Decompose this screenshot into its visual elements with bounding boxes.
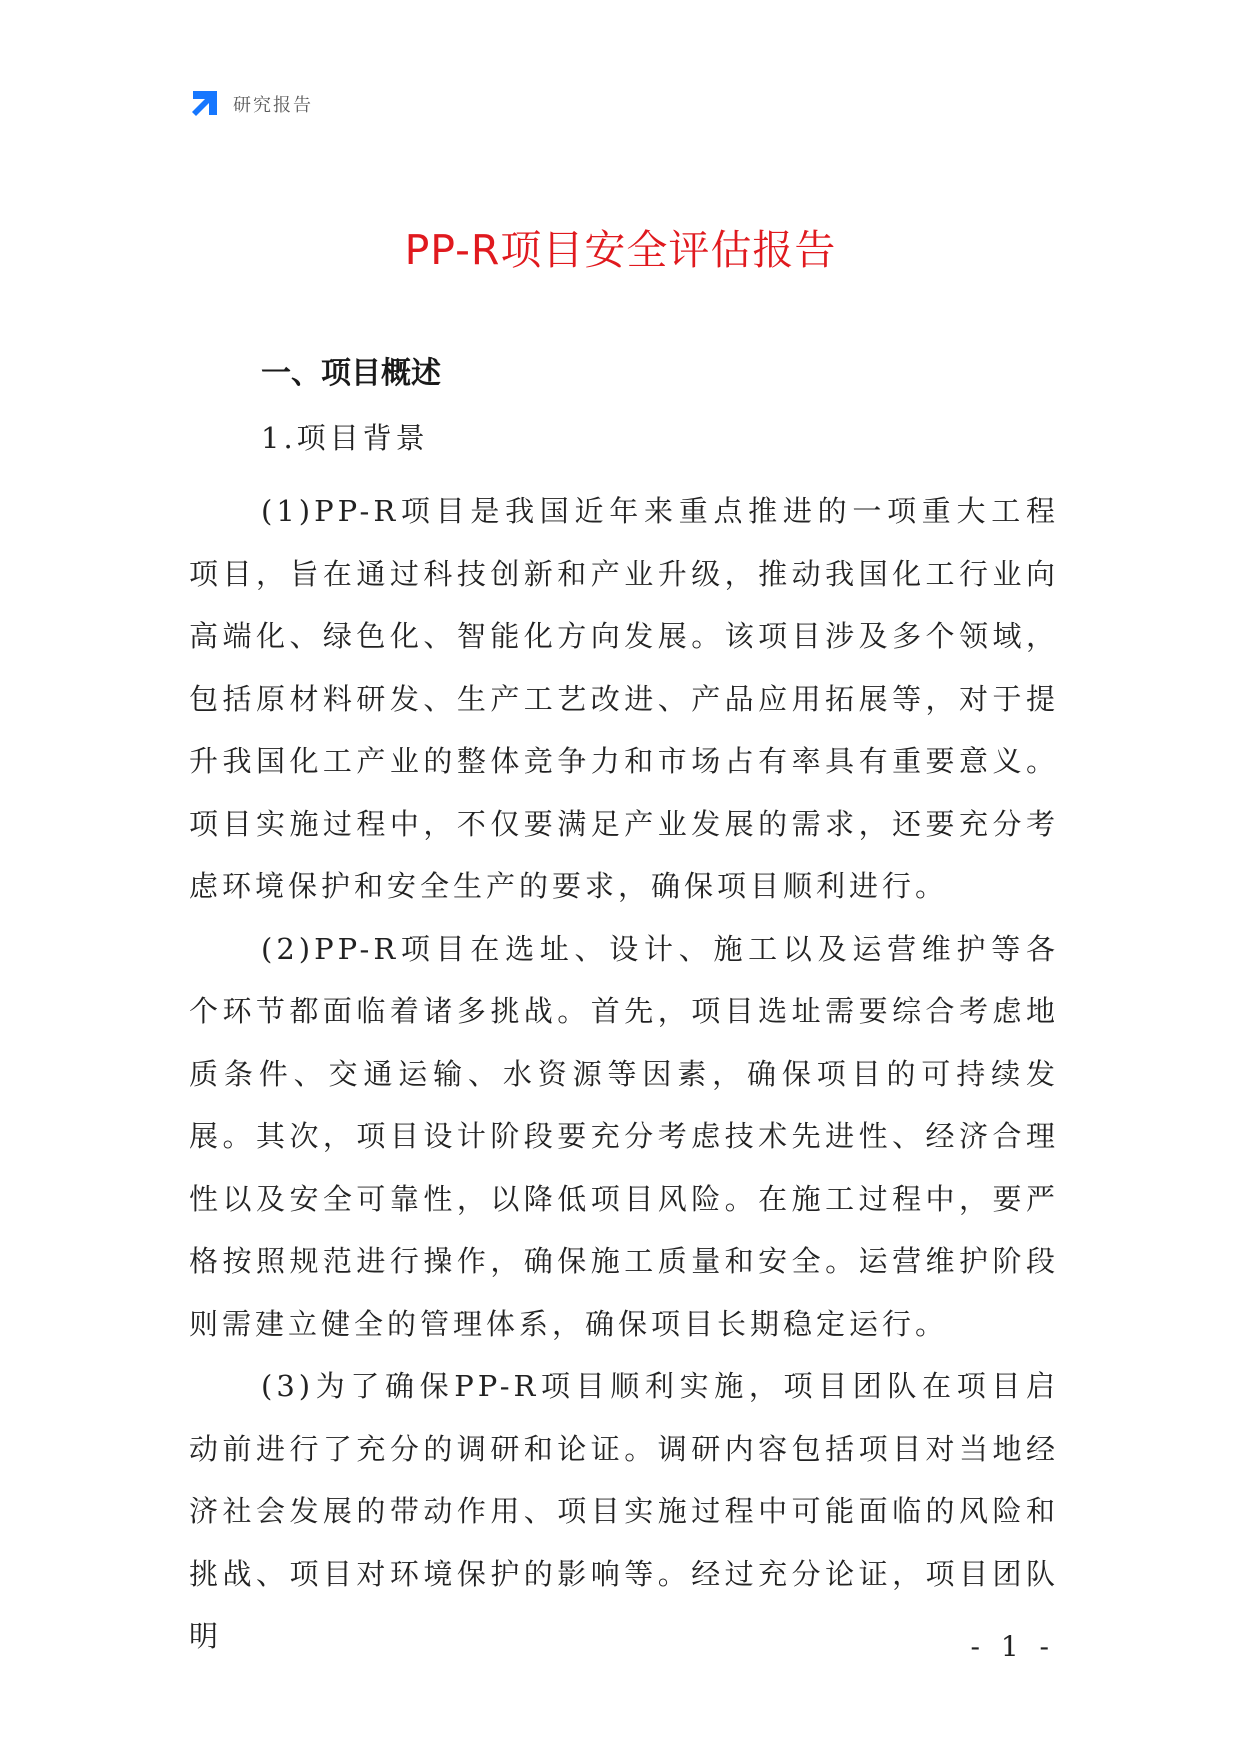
page-header bbox=[189, 88, 313, 120]
header-label: 研究报告 bbox=[233, 95, 313, 116]
document-body bbox=[189, 354, 1059, 1668]
paragraph-2: (2)PP-R项目在选址、设计、施工以及运营维护等各个环节都面临着诸多挑战。首先，项目选址需要综合考虑地质条件、交通运输、水资源等因素，确保项目的可持续发展。其次，项目设计阶段要充分考虑技术先进性、经济合理性以及安全可靠性，以降低项目风险。在施工过程中，要严格按照规范进行操作，确保施工质量和安全。运营维护阶段则需建立健全的管理体系，确保项目长期稳定运行。 bbox=[189, 931, 1059, 1341]
subsection-heading: 1.项目背景 bbox=[261, 421, 429, 455]
section-heading: 一、项目概述 bbox=[261, 356, 441, 391]
page-number: - 1 - bbox=[970, 1630, 1055, 1663]
arrow-up-right-icon bbox=[189, 89, 219, 119]
paragraph-1: (1)PP-R项目是我国近年来重点推进的一项重大工程项目，旨在通过科技创新和产业升级，推动我国化工行业向高端化、绿色化、智能化方向发展。该项目涉及多个领域，包括原材料研发、生产工艺改进、产品应用拓展等，对于提升我国化工产业的整体竞争力和市场占有率具有重要意义。项目实施过程中，不仅要满足产业发展的需求，还要充分考虑环境保护和安全生产的要求，确保项目顺利进行。 bbox=[189, 494, 1059, 903]
document-title: PP-R项目安全评估报告 bbox=[404, 226, 837, 274]
paragraph-3: (3)为了确保PP-R项目顺利实施，项目团队在项目启动前进行了充分的调研和论证。调研内容包括项目对当地经济社会发展的带动作用、项目实施过程中可能面临的风险和挑战、项目对环境保护的影响等。经过充分论证，项目团队明 bbox=[189, 1369, 1059, 1653]
